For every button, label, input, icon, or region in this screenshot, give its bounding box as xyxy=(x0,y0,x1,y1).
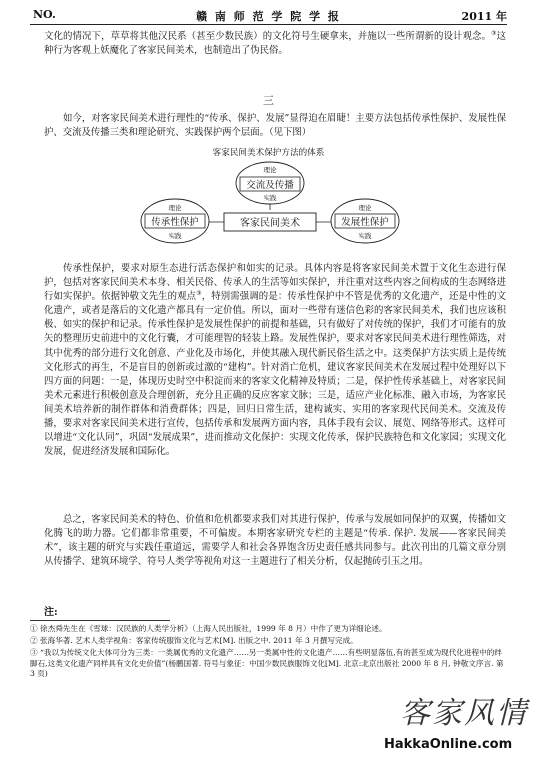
body-paragraph xyxy=(44,262,506,459)
section-number: 三 xyxy=(263,94,274,107)
intro-paragraph: 如今，对客家民间美术进行理性的“传承、保护、发展”显得迫在眉睫！主要方法包括传承性保护、发展性保护、交流及传播三类和理论研究、实践保护两个层面。（见下图） xyxy=(44,113,506,139)
protection-system-diagram xyxy=(130,158,410,258)
top-paragraph-text: 文化的情况下，草草将其他汉民系（甚至少数民族）的文化符号生硬拿来，并施以一些所谓新的设计观念。 xyxy=(44,31,492,42)
watermark-logo: 客家风情 xyxy=(400,696,528,731)
top-paragraph-text-after: 这种行为客观上妖魔化了客家民间美术，也制造出了伪民俗。 xyxy=(44,31,506,57)
node-inheritance-practice: 实践 xyxy=(168,232,182,240)
node-inheritance-theory: 理论 xyxy=(168,204,182,212)
node-development-practice: 实践 xyxy=(358,232,372,240)
body-paragraph-text-after: ，特别需强调的是：传承性保护中不管是优秀的文化遗产，还是中性的文化遗产，或者是落后的文化遗产都具有一定价值。所以，面对一些带有迷信色彩的客家民间美术，我们也应该积极、如实的保护和记录。传承性保护是发展性保护的前提和基础，只有做好了对传统的保护，我们才可能有的放矢的整理历史前进中的文化行囊，才可能理智的轻装上路。发展性保护，要求对客家民间美术进行理性筛选，对其中优秀的部分进行文化创意、产业化及市场化，并使其融入现代新民俗生活之中。这类保护方法实质上是传统文化形式的再生，不是盲目的创新或过激的“建构”。针对消亡危机，建议客家民间美术在发展过程中处理好以下四方面的问题：一是，体现历史时空中积淀而来的客家文化精神及特质；二是，保护性传承基础上，对客家民间美术元素进行积极创意及合理创新，充分且正确的反应客家文脉；三是，适应产业化标准、融入市场，为客家民间美术培养新的制作群体和消费群体；四是，回归日常生活，建构诚实、实用的客家现代民间美术。交流及传播，要求对客家民间美术进行宣传，包括传承和发展两方面内容，具体手段有会议、展览、网络等形式。这样可以增进“文化认同”，巩固“发展成果”，进而推动文化保护：实现文化传承，保护民族特色和文化家园；实现文化发展，促进经济发展和国际化。 xyxy=(44,291,506,458)
node-communication xyxy=(236,162,304,204)
header-year: 2011 年 xyxy=(461,10,507,23)
footnote-mark: ③ xyxy=(491,29,497,37)
footnote-2: ② 张海华著. 艺术人类学视角：客家传统服饰文化与艺术[M]. 出版之中. 2011 年 3 月撰写完成。 xyxy=(30,636,358,645)
watermark-url: HakkaOnline.com xyxy=(384,737,513,752)
node-development-theory: 理论 xyxy=(358,204,372,212)
node-communication-label: 交流及传播 xyxy=(246,180,294,191)
header-rule xyxy=(30,24,507,25)
diagram-title: 客家民间美术保护方法的体系 xyxy=(212,148,325,158)
top-paragraph xyxy=(44,30,506,58)
footnote-1: ① 徐杰舜先生在《雪球：汉民族的人类学分析》（上海人民出版社，1999 年 8 月）中作了更为详细论述。 xyxy=(30,624,387,633)
node-communication-practice: 实践 xyxy=(263,194,277,202)
node-development xyxy=(331,199,399,243)
notes-rule xyxy=(30,620,170,621)
node-development-label: 发展性保护 xyxy=(341,217,389,228)
node-inheritance-label: 传承性保护 xyxy=(151,217,199,228)
header-issue: NO. xyxy=(33,8,56,21)
node-communication-theory: 理论 xyxy=(263,166,277,174)
footnote-mark: ③ xyxy=(196,290,202,298)
notes-title: 注: xyxy=(44,607,58,618)
node-hakka-folk-art-label: 客家民间美术 xyxy=(240,218,300,229)
footnote-3: ③ “我以为传统文化大体可分为三类：一类属优秀的文化遗产……另一类属中性的文化遗产……有些明显落伍,有的甚至成为现代化进程中的绊脚石,这类文化遗产同样具有文化史价值”(杨鹏国著. 符号与象征：中国少数民族服饰文化[M]. 北京:北京出版社 2000 年 8 月, 钟敬文序言. 第 3 页) xyxy=(30,648,504,678)
node-inheritance xyxy=(141,199,209,243)
summary-paragraph: 总之，客家民间美术的特色、价值和危机都要求我们对其进行保护，传承与发展如同保护的双翼，传播如文化腾飞的助力器。它们都非常重要，不可偏废。本期客家研究专栏的主题是“传承. 保护. 发展——客家民间美术”，该主题的研究与实践任重道远，需要学人和社会各界饱含历史责任感共同参与。此次刊出的几篇文章分别从传播学、建筑环境学、符号人类学等视角对这一主题进行了相关分析，仅起抛砖引玉之用。 xyxy=(44,514,506,568)
header-journal-title: 赣 南 师 范 学 院 学 报 xyxy=(196,10,341,23)
body-paragraph-text: 传承性保护，要求对原生态进行活态保护和如实的记录。具体内容是将客家民间美术置于文化生态进行保护，包括对客家民间美术本身、相关民俗、传承人的生活等如实保护，并注重对这些内容之间构成的生态网络进行如实保护。依据钟敬文先生的观点 xyxy=(44,263,506,303)
node-hakka-folk-art xyxy=(224,213,316,231)
